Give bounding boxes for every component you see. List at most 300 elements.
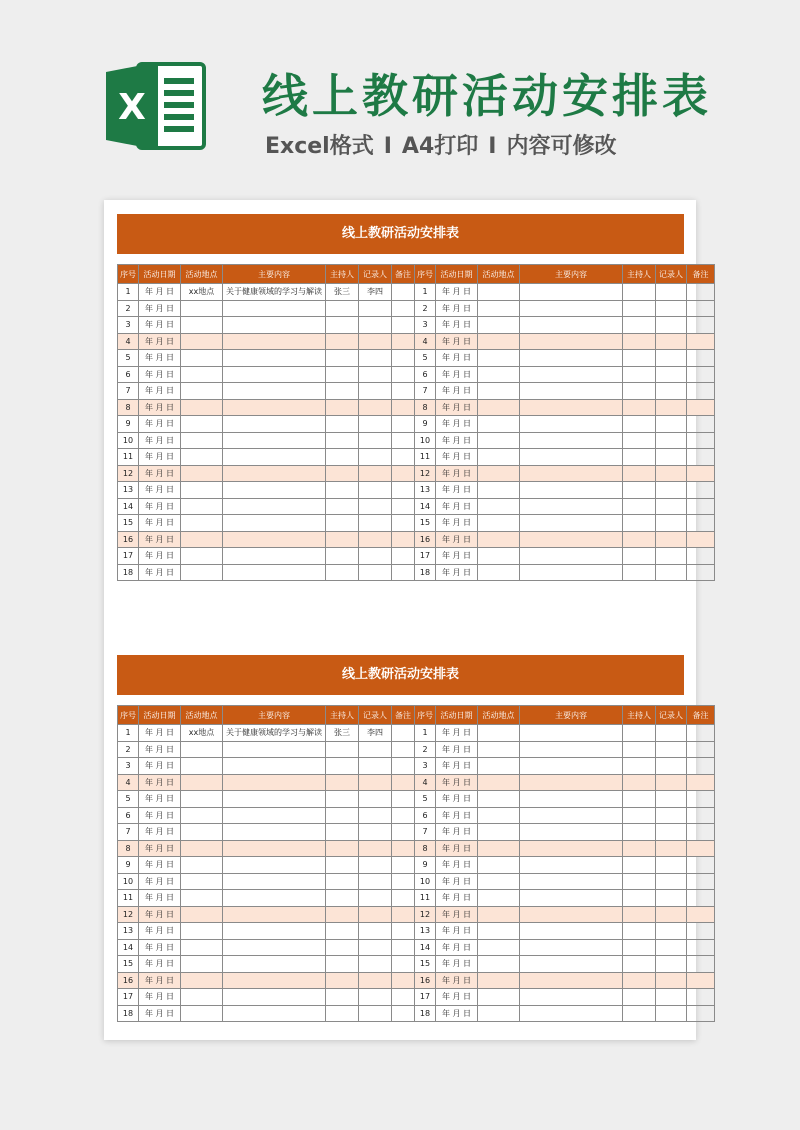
- table-cell[interactable]: [520, 906, 623, 923]
- table-cell[interactable]: 13: [415, 482, 436, 499]
- table-cell[interactable]: 10: [118, 432, 139, 449]
- table-cell[interactable]: [656, 284, 687, 301]
- table-cell[interactable]: [623, 857, 656, 874]
- table-cell[interactable]: [392, 824, 415, 841]
- table-cell[interactable]: 年 月 日: [139, 333, 181, 350]
- table-cell[interactable]: [478, 906, 520, 923]
- table-cell[interactable]: [359, 807, 392, 824]
- table-cell[interactable]: [656, 548, 687, 565]
- table-cell[interactable]: [656, 906, 687, 923]
- table-cell[interactable]: [687, 531, 715, 548]
- table-cell[interactable]: [520, 284, 623, 301]
- table-cell[interactable]: [687, 972, 715, 989]
- table-cell[interactable]: 2: [118, 300, 139, 317]
- table-cell[interactable]: [656, 824, 687, 841]
- table-cell[interactable]: 年 月 日: [436, 383, 478, 400]
- table-cell[interactable]: [478, 1005, 520, 1022]
- table-cell[interactable]: 11: [415, 890, 436, 907]
- table-cell[interactable]: 5: [415, 791, 436, 808]
- table-cell[interactable]: [687, 399, 715, 416]
- table-cell[interactable]: [181, 531, 223, 548]
- table-cell[interactable]: [687, 366, 715, 383]
- table-cell[interactable]: [326, 1005, 359, 1022]
- table-cell[interactable]: [478, 416, 520, 433]
- table-cell[interactable]: 10: [415, 873, 436, 890]
- table-cell[interactable]: 8: [118, 399, 139, 416]
- table-cell[interactable]: 4: [415, 774, 436, 791]
- table-cell[interactable]: [181, 741, 223, 758]
- table-cell[interactable]: 年 月 日: [436, 416, 478, 433]
- table-cell[interactable]: 年 月 日: [436, 564, 478, 581]
- table-cell[interactable]: [623, 515, 656, 532]
- table-cell[interactable]: [326, 399, 359, 416]
- table-cell[interactable]: [392, 923, 415, 940]
- table-cell[interactable]: [687, 923, 715, 940]
- table-cell[interactable]: 18: [118, 1005, 139, 1022]
- table-cell[interactable]: [359, 939, 392, 956]
- table-cell[interactable]: 1: [118, 284, 139, 301]
- table-cell[interactable]: [223, 1005, 326, 1022]
- table-cell[interactable]: [687, 416, 715, 433]
- table-cell[interactable]: [687, 741, 715, 758]
- table-cell[interactable]: [326, 857, 359, 874]
- table-cell[interactable]: 年 月 日: [436, 284, 478, 301]
- table-cell[interactable]: [392, 807, 415, 824]
- table-cell[interactable]: [623, 807, 656, 824]
- table-cell[interactable]: [520, 890, 623, 907]
- table-cell[interactable]: [181, 923, 223, 940]
- table-cell[interactable]: [520, 548, 623, 565]
- table-cell[interactable]: 年 月 日: [436, 758, 478, 775]
- table-cell[interactable]: [623, 465, 656, 482]
- table-cell[interactable]: [392, 449, 415, 466]
- table-cell[interactable]: [326, 548, 359, 565]
- table-cell[interactable]: [656, 317, 687, 334]
- table-cell[interactable]: 6: [415, 366, 436, 383]
- table-cell[interactable]: [520, 432, 623, 449]
- table-cell[interactable]: [687, 824, 715, 841]
- table-cell[interactable]: 年 月 日: [436, 725, 478, 742]
- table-cell[interactable]: [181, 564, 223, 581]
- table-cell[interactable]: [359, 956, 392, 973]
- table-cell[interactable]: 3: [118, 758, 139, 775]
- table-cell[interactable]: [623, 890, 656, 907]
- table-cell[interactable]: [623, 840, 656, 857]
- table-cell[interactable]: 15: [415, 515, 436, 532]
- table-cell[interactable]: 1: [415, 284, 436, 301]
- table-cell[interactable]: 年 月 日: [436, 989, 478, 1006]
- table-cell[interactable]: 14: [415, 498, 436, 515]
- table-cell[interactable]: [359, 300, 392, 317]
- table-cell[interactable]: 5: [118, 350, 139, 367]
- table-cell[interactable]: [392, 989, 415, 1006]
- table-cell[interactable]: 年 月 日: [139, 383, 181, 400]
- table-cell[interactable]: [656, 531, 687, 548]
- table-cell[interactable]: [478, 515, 520, 532]
- table-cell[interactable]: [359, 824, 392, 841]
- table-cell[interactable]: [326, 515, 359, 532]
- table-cell[interactable]: 8: [118, 840, 139, 857]
- table-cell[interactable]: [326, 317, 359, 334]
- table-cell[interactable]: [359, 857, 392, 874]
- table-cell[interactable]: 年 月 日: [139, 758, 181, 775]
- table-cell[interactable]: [359, 498, 392, 515]
- table-cell[interactable]: [223, 791, 326, 808]
- table-cell[interactable]: [623, 531, 656, 548]
- table-cell[interactable]: [623, 498, 656, 515]
- table-cell[interactable]: [478, 350, 520, 367]
- table-cell[interactable]: [520, 873, 623, 890]
- table-cell[interactable]: [359, 1005, 392, 1022]
- table-cell[interactable]: 5: [415, 350, 436, 367]
- table-cell[interactable]: [223, 972, 326, 989]
- table-cell[interactable]: [656, 774, 687, 791]
- table-cell[interactable]: 年 月 日: [436, 498, 478, 515]
- table-cell[interactable]: [326, 366, 359, 383]
- table-cell[interactable]: [181, 416, 223, 433]
- table-cell[interactable]: [656, 498, 687, 515]
- table-cell[interactable]: [223, 989, 326, 1006]
- table-cell[interactable]: 年 月 日: [436, 366, 478, 383]
- table-cell[interactable]: [181, 333, 223, 350]
- table-cell[interactable]: 年 月 日: [139, 906, 181, 923]
- table-cell[interactable]: [687, 725, 715, 742]
- table-cell[interactable]: [359, 333, 392, 350]
- table-cell[interactable]: 年 月 日: [139, 873, 181, 890]
- table-cell[interactable]: [623, 366, 656, 383]
- table-cell[interactable]: [359, 906, 392, 923]
- table-cell[interactable]: 年 月 日: [436, 857, 478, 874]
- table-cell[interactable]: [359, 989, 392, 1006]
- table-cell[interactable]: 4: [118, 333, 139, 350]
- table-cell[interactable]: 年 月 日: [139, 972, 181, 989]
- table-cell[interactable]: [623, 333, 656, 350]
- table-cell[interactable]: 年 月 日: [139, 564, 181, 581]
- table-cell[interactable]: [392, 300, 415, 317]
- table-cell[interactable]: [687, 564, 715, 581]
- table-cell[interactable]: [687, 890, 715, 907]
- table-cell[interactable]: [392, 758, 415, 775]
- table-cell[interactable]: [478, 465, 520, 482]
- table-cell[interactable]: 年 月 日: [436, 465, 478, 482]
- table-cell[interactable]: [520, 758, 623, 775]
- table-cell[interactable]: [478, 923, 520, 940]
- table-cell[interactable]: 9: [118, 857, 139, 874]
- table-cell[interactable]: [478, 741, 520, 758]
- table-cell[interactable]: 年 月 日: [139, 548, 181, 565]
- table-cell[interactable]: [623, 923, 656, 940]
- table-cell[interactable]: [687, 1005, 715, 1022]
- table-cell[interactable]: [623, 741, 656, 758]
- table-cell[interactable]: [520, 741, 623, 758]
- table-cell[interactable]: [392, 873, 415, 890]
- table-cell[interactable]: 16: [415, 531, 436, 548]
- table-cell[interactable]: [181, 972, 223, 989]
- table-cell[interactable]: [520, 824, 623, 841]
- table-cell[interactable]: [478, 482, 520, 499]
- table-cell[interactable]: 8: [415, 840, 436, 857]
- table-cell[interactable]: 4: [415, 333, 436, 350]
- table-cell[interactable]: [656, 939, 687, 956]
- table-cell[interactable]: [623, 350, 656, 367]
- table-cell[interactable]: [520, 482, 623, 499]
- table-cell[interactable]: [478, 939, 520, 956]
- table-cell[interactable]: [326, 333, 359, 350]
- table-cell[interactable]: xx地点: [181, 284, 223, 301]
- table-cell[interactable]: [520, 449, 623, 466]
- table-cell[interactable]: [181, 1005, 223, 1022]
- table-cell[interactable]: [623, 725, 656, 742]
- table-cell[interactable]: [656, 383, 687, 400]
- table-cell[interactable]: [223, 317, 326, 334]
- table-cell[interactable]: [478, 972, 520, 989]
- table-cell[interactable]: 17: [118, 548, 139, 565]
- table-cell[interactable]: [359, 399, 392, 416]
- table-cell[interactable]: [326, 498, 359, 515]
- table-cell[interactable]: [623, 824, 656, 841]
- table-cell[interactable]: 年 月 日: [436, 774, 478, 791]
- table-cell[interactable]: [392, 515, 415, 532]
- table-cell[interactable]: [223, 741, 326, 758]
- table-cell[interactable]: [326, 465, 359, 482]
- table-cell[interactable]: 11: [118, 890, 139, 907]
- table-cell[interactable]: [326, 774, 359, 791]
- table-cell[interactable]: 年 月 日: [139, 317, 181, 334]
- table-cell[interactable]: [623, 989, 656, 1006]
- table-cell[interactable]: [687, 548, 715, 565]
- table-cell[interactable]: [359, 774, 392, 791]
- table-cell[interactable]: [478, 989, 520, 1006]
- table-cell[interactable]: 关于健康领域的学习与解读: [223, 284, 326, 301]
- table-cell[interactable]: [478, 857, 520, 874]
- table-cell[interactable]: [392, 465, 415, 482]
- table-cell[interactable]: [478, 531, 520, 548]
- table-cell[interactable]: [359, 432, 392, 449]
- table-cell[interactable]: 12: [415, 906, 436, 923]
- table-cell[interactable]: [359, 923, 392, 940]
- table-cell[interactable]: [392, 725, 415, 742]
- table-cell[interactable]: [687, 807, 715, 824]
- table-cell[interactable]: [359, 416, 392, 433]
- table-cell[interactable]: 年 月 日: [436, 873, 478, 890]
- table-cell[interactable]: [223, 548, 326, 565]
- table-cell[interactable]: 年 月 日: [139, 399, 181, 416]
- table-cell[interactable]: [326, 416, 359, 433]
- table-cell[interactable]: [520, 383, 623, 400]
- table-cell[interactable]: [181, 906, 223, 923]
- table-cell[interactable]: [520, 939, 623, 956]
- table-cell[interactable]: [687, 465, 715, 482]
- table-cell[interactable]: 年 月 日: [436, 317, 478, 334]
- table-cell[interactable]: [687, 857, 715, 874]
- table-cell[interactable]: [359, 449, 392, 466]
- table-cell[interactable]: [623, 956, 656, 973]
- table-cell[interactable]: [687, 906, 715, 923]
- table-cell[interactable]: [623, 383, 656, 400]
- table-cell[interactable]: 11: [415, 449, 436, 466]
- table-cell[interactable]: 年 月 日: [139, 774, 181, 791]
- table-cell[interactable]: [181, 873, 223, 890]
- table-cell[interactable]: [478, 758, 520, 775]
- table-cell[interactable]: [359, 482, 392, 499]
- table-cell[interactable]: [656, 741, 687, 758]
- table-cell[interactable]: 年 月 日: [436, 923, 478, 940]
- table-cell[interactable]: [520, 350, 623, 367]
- table-cell[interactable]: 年 月 日: [139, 366, 181, 383]
- table-cell[interactable]: 2: [415, 300, 436, 317]
- table-cell[interactable]: [181, 482, 223, 499]
- table-cell[interactable]: 年 月 日: [436, 515, 478, 532]
- table-cell[interactable]: [392, 366, 415, 383]
- table-cell[interactable]: [223, 890, 326, 907]
- table-cell[interactable]: [520, 333, 623, 350]
- table-cell[interactable]: [623, 300, 656, 317]
- table-cell[interactable]: 17: [118, 989, 139, 1006]
- table-cell[interactable]: [326, 989, 359, 1006]
- table-cell[interactable]: 年 月 日: [436, 956, 478, 973]
- table-cell[interactable]: [478, 399, 520, 416]
- table-cell[interactable]: [326, 923, 359, 940]
- table-cell[interactable]: [478, 725, 520, 742]
- table-cell[interactable]: [392, 972, 415, 989]
- table-cell[interactable]: [478, 300, 520, 317]
- table-cell[interactable]: [478, 449, 520, 466]
- table-cell[interactable]: 年 月 日: [436, 399, 478, 416]
- table-cell[interactable]: [326, 956, 359, 973]
- table-cell[interactable]: [359, 741, 392, 758]
- table-cell[interactable]: [392, 741, 415, 758]
- table-cell[interactable]: [326, 873, 359, 890]
- table-cell[interactable]: 年 月 日: [436, 1005, 478, 1022]
- table-cell[interactable]: [623, 416, 656, 433]
- table-cell[interactable]: [326, 449, 359, 466]
- table-cell[interactable]: [623, 774, 656, 791]
- table-cell[interactable]: [478, 498, 520, 515]
- table-cell[interactable]: [656, 482, 687, 499]
- table-cell[interactable]: [520, 725, 623, 742]
- table-cell[interactable]: [520, 1005, 623, 1022]
- table-cell[interactable]: [520, 531, 623, 548]
- table-cell[interactable]: 3: [118, 317, 139, 334]
- table-cell[interactable]: [223, 923, 326, 940]
- table-cell[interactable]: [656, 432, 687, 449]
- table-cell[interactable]: [326, 824, 359, 841]
- table-cell[interactable]: [687, 432, 715, 449]
- table-cell[interactable]: [359, 548, 392, 565]
- table-cell[interactable]: [478, 432, 520, 449]
- table-cell[interactable]: [656, 725, 687, 742]
- table-cell[interactable]: 5: [118, 791, 139, 808]
- table-cell[interactable]: [520, 399, 623, 416]
- table-cell[interactable]: [326, 890, 359, 907]
- table-cell[interactable]: 年 月 日: [139, 791, 181, 808]
- table-cell[interactable]: [656, 758, 687, 775]
- table-cell[interactable]: [181, 774, 223, 791]
- table-cell[interactable]: [520, 515, 623, 532]
- table-cell[interactable]: 年 月 日: [436, 333, 478, 350]
- table-cell[interactable]: [223, 840, 326, 857]
- table-cell[interactable]: [478, 956, 520, 973]
- table-cell[interactable]: [223, 399, 326, 416]
- table-cell[interactable]: [392, 906, 415, 923]
- table-cell[interactable]: 关于健康领域的学习与解读: [223, 725, 326, 742]
- table-cell[interactable]: 14: [415, 939, 436, 956]
- table-cell[interactable]: 17: [415, 989, 436, 1006]
- table-cell[interactable]: 16: [118, 972, 139, 989]
- table-cell[interactable]: [656, 416, 687, 433]
- table-cell[interactable]: [181, 449, 223, 466]
- table-cell[interactable]: 8: [415, 399, 436, 416]
- table-cell[interactable]: [520, 317, 623, 334]
- table-cell[interactable]: [656, 791, 687, 808]
- table-cell[interactable]: [478, 873, 520, 890]
- table-cell[interactable]: 年 月 日: [139, 857, 181, 874]
- table-cell[interactable]: 年 月 日: [139, 939, 181, 956]
- table-cell[interactable]: [392, 564, 415, 581]
- table-cell[interactable]: [520, 416, 623, 433]
- table-cell[interactable]: [326, 531, 359, 548]
- table-cell[interactable]: [326, 939, 359, 956]
- table-cell[interactable]: [359, 890, 392, 907]
- table-cell[interactable]: [223, 383, 326, 400]
- table-cell[interactable]: 7: [118, 824, 139, 841]
- table-cell[interactable]: 年 月 日: [139, 725, 181, 742]
- table-cell[interactable]: [623, 317, 656, 334]
- table-cell[interactable]: [656, 857, 687, 874]
- table-cell[interactable]: [623, 284, 656, 301]
- table-cell[interactable]: [223, 807, 326, 824]
- table-cell[interactable]: 年 月 日: [436, 939, 478, 956]
- table-cell[interactable]: [392, 498, 415, 515]
- table-cell[interactable]: 13: [118, 482, 139, 499]
- table-cell[interactable]: [520, 857, 623, 874]
- table-cell[interactable]: [392, 939, 415, 956]
- table-cell[interactable]: [223, 350, 326, 367]
- table-cell[interactable]: 年 月 日: [139, 498, 181, 515]
- table-cell[interactable]: [520, 791, 623, 808]
- table-cell[interactable]: [623, 1005, 656, 1022]
- table-cell[interactable]: [392, 383, 415, 400]
- table-cell[interactable]: 3: [415, 758, 436, 775]
- table-cell[interactable]: [181, 824, 223, 841]
- table-cell[interactable]: [392, 956, 415, 973]
- table-cell[interactable]: 6: [118, 807, 139, 824]
- table-cell[interactable]: 年 月 日: [139, 515, 181, 532]
- table-cell[interactable]: 年 月 日: [139, 350, 181, 367]
- table-cell[interactable]: [223, 515, 326, 532]
- table-cell[interactable]: [392, 791, 415, 808]
- table-cell[interactable]: 17: [415, 548, 436, 565]
- table-cell[interactable]: [181, 989, 223, 1006]
- table-cell[interactable]: [687, 317, 715, 334]
- table-cell[interactable]: [478, 383, 520, 400]
- table-cell[interactable]: [656, 840, 687, 857]
- table-cell[interactable]: 16: [118, 531, 139, 548]
- table-cell[interactable]: [478, 824, 520, 841]
- table-cell[interactable]: [687, 956, 715, 973]
- table-cell[interactable]: [623, 791, 656, 808]
- table-cell[interactable]: [223, 531, 326, 548]
- table-cell[interactable]: [478, 317, 520, 334]
- table-cell[interactable]: [520, 498, 623, 515]
- table-cell[interactable]: 年 月 日: [436, 791, 478, 808]
- table-cell[interactable]: [687, 989, 715, 1006]
- table-cell[interactable]: [623, 564, 656, 581]
- table-cell[interactable]: [520, 840, 623, 857]
- table-cell[interactable]: [392, 548, 415, 565]
- table-cell[interactable]: [656, 350, 687, 367]
- table-cell[interactable]: 李四: [359, 725, 392, 742]
